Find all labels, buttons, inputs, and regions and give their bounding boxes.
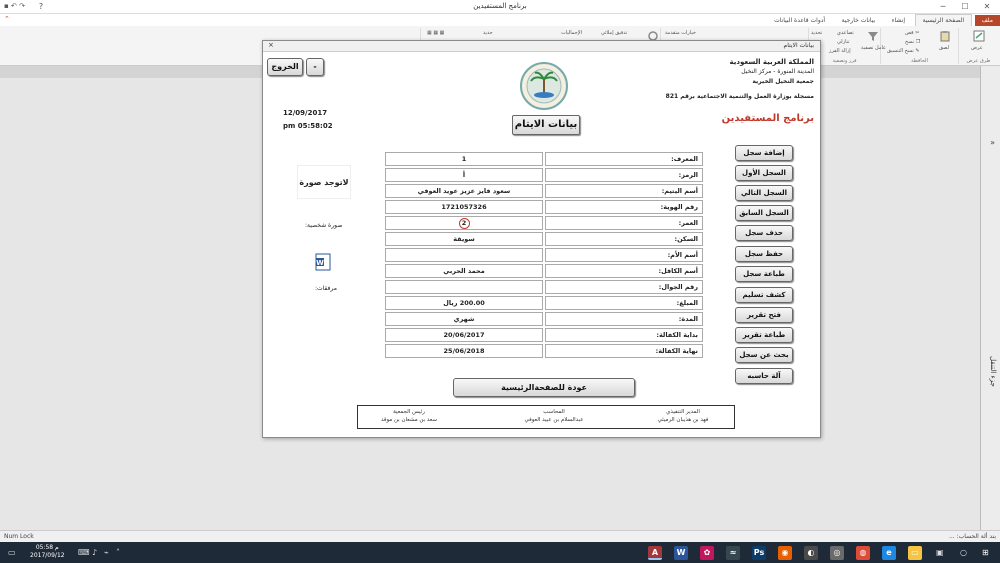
field-value-amount[interactable]: 200.00 ريال [385,296,543,310]
current-date: 12/09/2017 [283,109,328,117]
edge-icon: e [886,548,892,557]
print-report-button[interactable]: طباعة تقرير [735,327,793,343]
signature-name: فهد بن هذيبان الرميثي [657,417,709,423]
field-value-duration[interactable]: شهري [385,312,543,326]
save-icon[interactable]: ▪ [4,2,9,10]
copy-button[interactable] [905,39,920,45]
field-value-orphan-name[interactable]: سعود فايز عزيز عويد العوفي [385,184,543,198]
tab-home[interactable]: الصفحة الرئيسية [915,14,972,26]
tab-database-tools[interactable]: أدوات قاعدة البيانات [774,17,826,24]
search-record-button[interactable]: بحث عن سجل [735,347,793,363]
field-label-mobile: رقم الجوال: [545,280,703,294]
svg-text:W: W [316,259,324,267]
field-label-id-number: رقم الهوية: [545,200,703,214]
spelling-button[interactable]: تدقيق إملائي [601,30,628,36]
taskbar-app-camera[interactable] [830,546,844,560]
navigation-pane[interactable] [980,66,1000,530]
ascending-button[interactable]: تصاعدي [837,30,854,36]
folder-icon: ▭ [911,548,919,557]
field-value-id[interactable]: 1 [385,152,543,166]
signature-name: عبدالسلام بن عبيد العوفي [524,417,584,423]
format-painter-label: نسخ التنسيق [887,48,914,54]
signature-name: سعد بن مشعان بن موقد [380,417,438,423]
new-record-button[interactable]: جديد [483,30,493,36]
open-report-button[interactable]: فتح تقرير [735,307,793,323]
header-line-2: المدينة المنورة - مركز النخيل [741,68,814,75]
filter-button[interactable]: عامل تصفية [861,45,887,51]
header-line-1: المملكة العربية السعودية [729,58,814,66]
taskbar-clock[interactable] [30,544,65,560]
taskbar-app-firefox[interactable] [778,546,792,560]
taskbar-app-media[interactable] [804,546,818,560]
form-caption-bar [263,41,820,52]
taskbar-app-photoshop[interactable] [752,546,766,560]
program-title: برنامج المستفيدين [721,113,814,124]
minimize-button[interactable]: ─ [940,2,946,11]
task-view-icon[interactable]: ▣ [936,548,944,557]
num-lock-indicator: Num Lock [4,533,34,540]
page-title: بيانات الايتام [512,115,580,135]
field-value-sponsorship-end[interactable]: 25/06/2018 [385,344,543,358]
photoshop-icon: Ps [753,548,765,557]
title-bar [0,0,1000,14]
signature-accountant [504,408,604,424]
scissors-icon: ✂ [915,30,920,36]
copy-icon: ❐ [915,39,921,45]
tab-external-data[interactable]: بيانات خارجية [841,17,876,24]
next-record-button[interactable]: السجل التالي [735,185,793,201]
field-value-residence[interactable]: سويقة [385,232,543,246]
ribbon-collapse-icon[interactable]: ⌃ [4,15,10,23]
field-value-age[interactable] [385,216,543,230]
close-button[interactable]: ✕ [983,2,991,11]
cut-button[interactable] [905,30,919,36]
association-logo-icon [519,61,569,111]
flower-icon: ✿ [703,548,711,557]
expand-nav-icon[interactable]: » [990,138,995,147]
previous-record-button[interactable]: السجل السابق [735,205,793,221]
current-time: 05:58:02 pm [283,122,333,130]
search-icon[interactable]: ○ [960,548,967,557]
tab-file[interactable]: ملف [975,15,1000,27]
chrome-icon: ◍ [859,548,867,557]
ribbon-tabs [0,14,1000,26]
clock-time: 05:58 م [35,544,59,551]
first-record-button[interactable]: السجل الأول [735,165,793,181]
back-to-home-button[interactable]: عودة للصفحةالرئيسية [453,378,635,397]
taskbar-app-word[interactable] [674,546,688,560]
window-title: برنامج المستفيدين [473,2,527,10]
signature-title: رئيس الجمعية [393,409,425,415]
maximize-button[interactable]: ☐ [961,2,969,11]
field-label-residence: السكن: [545,232,703,246]
access-icon: A [651,548,659,557]
descending-button[interactable]: تنازلي [837,39,850,45]
camera-icon: ◎ [833,548,841,557]
field-label-mother-name: أسم الأم: [545,248,703,262]
clock-date: 2017/09/12 [30,552,65,559]
word-icon: W [676,548,686,557]
field-value-id-number[interactable]: 1721057326 [385,200,543,214]
signatures-box [357,405,735,429]
grid-icon[interactable]: ▦ ▦ ▦ [427,30,445,36]
paste-button[interactable]: لصق [939,45,950,51]
add-record-button[interactable]: إضافة سجل [735,145,793,161]
media-icon: ◐ [807,548,815,557]
print-record-button[interactable]: طباعة سجل [735,266,793,282]
field-label-sponsorship-start: بداية الكفالة: [545,328,703,342]
ribbon-group-views [958,28,998,64]
calculator-button[interactable]: آلة حاسبه [735,368,793,384]
format-painter-button[interactable] [887,48,920,54]
group-label-views: طرق عرض [966,58,991,64]
navigation-pane-label: جزء التنقل [989,356,997,387]
view-button[interactable]: عرض [971,45,983,51]
delivery-statement-button[interactable]: كشف تسليم [735,287,793,303]
taskbar-app-chrome[interactable] [856,546,870,560]
copy-label: نسخ [905,39,915,45]
undo-icon[interactable]: ↶ [10,2,17,10]
wave-icon: ≈ [729,548,737,557]
personal-photo-label: صورة شخصية: [305,222,343,229]
age-circle-badge: 2 [459,218,470,229]
advanced-button[interactable]: خيارات متقدمة [665,30,696,36]
field-label-duration: المدة: [545,312,703,326]
signature-title: المدير التنفيذي [666,409,700,415]
attachments-label: مرفقات: [315,285,337,292]
exit-button[interactable]: الخروج [267,58,303,76]
save-record-button[interactable]: حفظ سجل [735,246,793,262]
group-label-sort-filter: فرز وتصفية [832,58,857,64]
signature-president [364,408,454,424]
firefox-icon: ◉ [781,548,789,557]
field-label-sponsorship-end: نهاية الكفالة: [545,344,703,358]
network-icon[interactable]: ⌁ [104,548,109,557]
taskbar [0,542,1000,563]
field-value-sponsorship-start[interactable]: 20/06/2017 [385,328,543,342]
remove-sort-button[interactable]: إزالة الفرز [829,48,851,54]
help-icon[interactable]: ? [38,2,44,11]
tab-create[interactable]: إنشاء [891,17,906,24]
keyboard-icon[interactable]: ⌨ [78,548,90,557]
taskbar-app-flower[interactable] [700,546,714,560]
totals-button[interactable]: الإجماليات [561,30,583,36]
field-value-mobile[interactable] [385,280,543,294]
volume-icon[interactable]: ♪ [92,548,98,557]
header-line-3: جمعية النخيل الخيرية [752,78,814,85]
field-label-code: الرمز: [545,168,703,182]
field-value-mother-name[interactable] [385,248,543,262]
field-label-orphan-name: أسم اليتيم: [545,184,703,198]
selection-button[interactable]: تحديد [811,30,823,36]
field-value-code[interactable]: أ [385,168,543,182]
start-icon[interactable]: ⊞ [982,548,989,557]
brush-icon: ✎ [915,48,920,54]
redo-icon[interactable]: ↷ [19,2,25,10]
paste-icon[interactable] [939,30,951,42]
signature-executive-director [638,408,728,424]
field-value-sponsor-name[interactable]: محمد الحربي [385,264,543,278]
view-icon[interactable] [973,30,985,42]
field-label-id: المعرف: [545,152,703,166]
header-line-4: مسجلة بوزارة العمل والتنمية الاجتماعية برقم 821 [665,93,814,100]
field-label-amount: المبلغ: [545,296,703,310]
taskbar-app-access[interactable] [648,546,662,560]
field-label-sponsor-name: أسم الكافل: [545,264,703,278]
ribbon-group-clipboard [880,28,958,64]
minus-button[interactable]: - [306,58,324,76]
field-label-age: العمر: [545,216,703,230]
group-label-clipboard: الحافظة [911,58,928,64]
filter-icon[interactable] [867,30,879,42]
orphans-form-window [262,40,821,438]
form-close-button[interactable]: × [268,41,274,49]
cut-label: قص [905,30,914,36]
notification-icon[interactable]: ▭ [8,548,16,557]
taskbar-app-vs[interactable] [726,546,740,560]
show-hidden-icons[interactable]: ˄ [116,548,120,557]
taskbar-app-explorer[interactable] [908,546,922,560]
signature-title: المحاسب [543,409,565,415]
delete-record-button[interactable]: حذف سجل [735,225,793,241]
taskbar-app-edge[interactable] [882,546,896,560]
status-bar [0,530,1000,542]
status-text: بند ألة الحساب: ... [948,533,996,540]
form-caption: بيانات الايتام [783,42,814,49]
no-image-placeholder: لاتوجد صورة [297,165,351,199]
word-document-icon[interactable] [315,253,331,271]
